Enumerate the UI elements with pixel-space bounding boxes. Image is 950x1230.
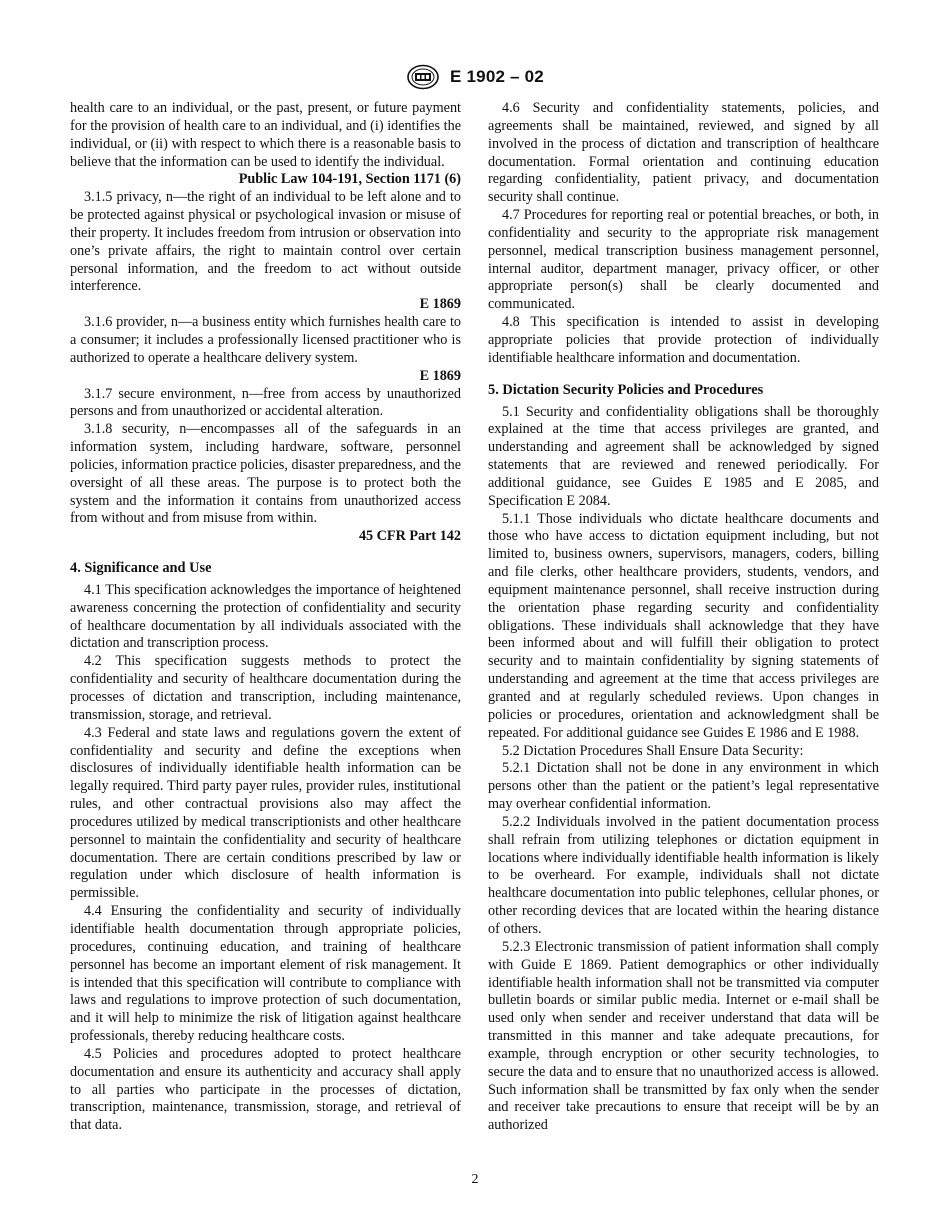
- paragraph-4-6: 4.6 Security and confidentiality statements, policies, and agreements shall be maintained, reviewed, and signed by all involved in the process of dictation and transcription of healthcare documentation. Formal orientation and continuing education regarding confidentiality, patient privacy, and documentation security shall continue.: [488, 100, 879, 206]
- paragraph-5-1-1: 5.1.1 Those individuals who dictate healthcare documents and those who have access to dictation equipment including, but not limited to, business owners, supervisors, managers, coders, billing and file clerks, other healthcare providers, students, vendors, and equipment maintenance personnel, shall receive instruction during the orientation phase regarding security and confidentiality obligations. These individuals shall acknowledge that they have been informed about and will fulfill their obligation to protect security and to maintain confidentiality by signing statements of understanding and agreement at the time that access privileges are granted and at regularly scheduled reviews. Upon changes in policies or procedures, orientation and acknowledgment shall be repeated. For additional guidance see Guides E 1986 and E 1988.: [488, 510, 879, 741]
- paragraph-4-2: 4.2 This specification suggests methods to protect the confidentiality and security of healthcare documentation during the processes of dictation and transcription, including maintenance, transmission, storage, and retrieval.: [70, 653, 461, 723]
- paragraph-4-1: 4.1 This specification acknowledges the importance of heightened awareness concerning the protection of confidentiality and security of healthcare documentation by all individuals associated with the dictation and transcription process.: [70, 581, 461, 652]
- paragraph-5-2-3: 5.2.3 Electronic transmission of patient information shall comply with Guide E 1869. Patient demographics or other individually identifiable health information shall not be transmitted via computer bulletin boards or similar public media. Internet or e-mail shall be used only when sender and receiver understand that data will be transmitted in this manner and take adequate precautions, for example, through encryption or other security technologies, to secure the data and to ensure that no unauthorized access is allowed. Such information shall be transmitted by fax only when the sender and receiver take precautions to ensure that receipt will be by an authorized: [488, 938, 879, 1134]
- paragraph-4-3: 4.3 Federal and state laws and regulations govern the extent of confidentiality and security and define the exceptions when disclosures of individually identifiable health information can be legally required. Third party payer rules, provider rules, institutional rules, and other contractual provisions also may affect the procedures utilized by medical transcriptionists and other healthcare personnel to maintain the confidentiality and security of healthcare documentation. There are certain conditions prescribed by law or regulation under which disclosure of health information is permissible.: [70, 724, 461, 902]
- left-column: [70, 100, 461, 1135]
- page-number: 2: [471, 1172, 479, 1187]
- reference-3-1-8: 45 CFR Part 142: [358, 528, 461, 545]
- paragraph-5-2: 5.2 Dictation Procedures Shall Ensure Data Security:: [502, 742, 804, 759]
- reference-public-law: Public Law 104-191, Section 1171 (6): [238, 171, 461, 188]
- reference-3-1-6: E 1869: [419, 367, 461, 384]
- paragraph-3-1-8: 3.1.8 security, n—encompasses all of the safeguards in an information system, including hardware, software, personnel policies, information practice policies, disaster preparedness, and the oversight of all these areas. The purpose is to protect both the system and the information it contains from unauthorized access from without and from misuse from within.: [70, 421, 461, 527]
- paragraph-4-4: 4.4 Ensuring the confidentiality and security of individually identifiable health documentation through appropriate policies, procedures, continuing education, and training of healthcare personnel has become an important element of risk management. It is intended that this specification will contribute to compliance with laws and regulations to improve protection of such documentation, and it will help to minimize the risk of litigation against healthcare professionals, thereby reducing healthcare costs.: [70, 903, 461, 1045]
- reference-3-1-5: E 1869: [419, 296, 461, 313]
- right-column: [488, 100, 879, 1135]
- paragraph-3-1-5: 3.1.5 privacy, n—the right of an individual to be left alone and to be protected against physical or psychological invasion or misuse of their property. It includes freedom from intrusion or observation into one’s private affairs, the right to maintain control over certain personal information, and the freedom to act without outside interference.: [70, 189, 461, 295]
- paragraph-4-8: 4.8 This specification is intended to assist in developing appropriate policies that provide protection of individually identifiable healthcare information and documentation.: [488, 314, 879, 366]
- paragraph-5-1: 5.1 Security and confidentiality obligations shall be thoroughly explained at the time that access privileges are granted, and understanding and agreement shall be acknowledged by signed statements that are reviewed and renewed periodically. For additional guidance, see Guides E 1985 and E 2085, and Specification E 2084.: [488, 403, 879, 509]
- paragraph-3-1-7: 3.1.7 secure environment, n—free from access by unauthorized persons and from unauthorized or accidental alteration.: [70, 385, 461, 420]
- paragraph-4-5: 4.5 Policies and procedures adopted to protect healthcare documentation and ensure its authenticity and accuracy shall apply to all parties who participate in the processes of dictation, transcription, maintenance, transmission, storage, and retrieval of that data.: [70, 1045, 461, 1134]
- paragraph-continued: health care to an individual, or the past, present, or future payment for the provision of health care to an individual, and (i) identifies the individual, or (ii) with respect to which there is a reasonable basis to believe that the information can be used to identify the individual.: [70, 100, 461, 170]
- section-heading-4: 4. Significance and Use: [70, 560, 212, 577]
- astm-logo-icon: [406, 64, 440, 90]
- page-header: [0, 64, 950, 90]
- paragraph-5-2-2: 5.2.2 Individuals involved in the patient documentation process shall refrain from utilizing telephones or dictation equipment in locations where individually identifiable health information is likely to be overheard. For example, individuals shall not dictate healthcare documentation into public telephones, cellular phones, or other recording devices that are located within the hearing distance of others.: [488, 813, 879, 937]
- paragraph-3-1-6: 3.1.6 provider, n—a business entity which furnishes health care to a consumer; it includes a professionally licensed practitioner who is authorized to operate a healthcare delivery system.: [70, 314, 461, 366]
- paragraph-4-7: 4.7 Procedures for reporting real or potential breaches, or both, in confidentiality and security to the appropriate risk management personnel, medical transcription business management personnel, internal auditor, department manager, privacy officer, or other appropriate person(s) shall be clearly documented and communicated.: [488, 207, 879, 313]
- section-heading-5: 5. Dictation Security Policies and Procedures: [488, 381, 764, 398]
- paragraph-5-2-1: 5.2.1 Dictation shall not be done in any environment in which persons other than the patient or the patient’s legal representative may overhear confidential information.: [488, 760, 879, 813]
- document-designation: E 1902 – 02: [450, 67, 544, 86]
